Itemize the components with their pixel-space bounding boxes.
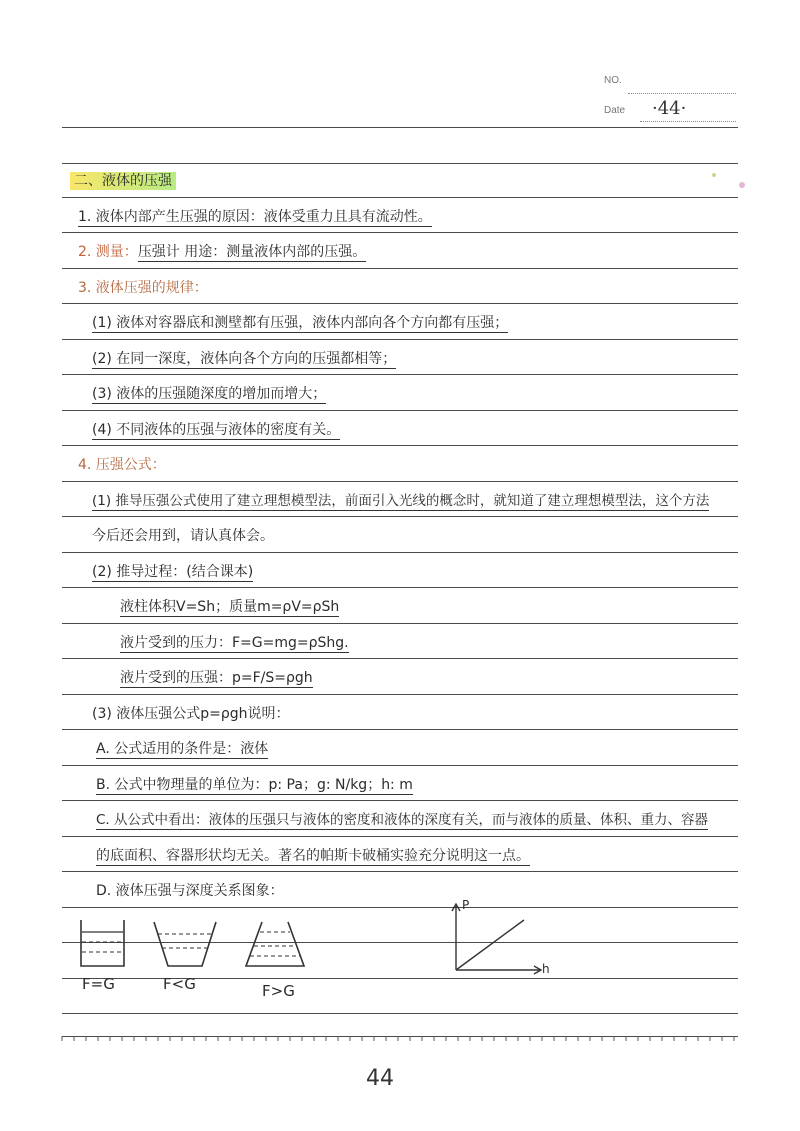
ruled-line [62,552,738,553]
note-d: D. 液体压强与深度关系图象： [96,883,284,899]
no-dotted-line [628,93,736,94]
derivation-2-text: 液片受到的压力：F=G=mg=ρShg. [120,635,349,651]
ruled-line [62,127,738,128]
rule-3 [92,385,326,403]
ruled-line [62,623,738,624]
para-2 [92,563,253,581]
ruled-line [62,587,738,588]
derivation-3-text: 液片受到的压强：p=F/S=ρgh [120,670,313,686]
ruled-line [62,694,738,695]
item-2 [78,243,366,261]
ruled-line [62,516,738,517]
item-2-prefix: 2. 测量： [78,244,138,260]
rule-2-text: (2) 在同一深度，液体向各个方向的压强都相等； [92,351,397,367]
ruled-line [62,1013,738,1014]
container-wide-top-icon [150,918,220,970]
ruled-line [62,303,738,304]
note-a [96,740,268,758]
stray-mark [736,180,748,190]
derivation-1-text: 液柱体积V=Sh；质量m=ρV=ρSh [120,599,340,615]
graph-x-label: h [542,962,550,976]
item-2-text: 压强计 用途：测量液体内部的压强。 [137,244,367,260]
derivation-3 [120,669,313,687]
derivation-2 [120,634,349,652]
no-label: NO. [604,75,622,86]
rule-4-text: (4) 不同液体的压强与液体的密度有关。 [92,422,341,438]
note-b [96,776,413,794]
para-1-line-2: 今后还会用到，请认真体会。 [92,528,274,544]
rule-3-text: (3) 液体的压强随深度的增加而增大； [92,386,327,402]
item-1-text: 1. 液体内部产生压强的原因：液体受重力且具有流动性。 [78,209,432,225]
ruled-line [62,163,738,164]
ruled-line [62,907,738,908]
stray-mark [708,170,720,180]
ruled-line [62,232,738,233]
note-b-text: B. 公式中物理量的单位为：p: Pa；g: N/kg；h: m [96,777,413,793]
note-a-text: A. 公式适用的条件是：液体 [96,741,269,757]
date-label: Date [604,105,626,116]
container-straight-label: F=G [82,975,115,993]
note-c-line-2-text: 的底面积、容器形状均无关。著名的帕斯卡破桶实验充分说明这一点。 [96,848,530,864]
bottom-tick-marks [62,1036,738,1042]
section-heading [70,172,176,190]
date-value: ·44· [652,98,687,119]
ruled-line [62,871,738,872]
ruled-line [62,374,738,375]
graph-y-label: P [462,898,470,912]
ruled-line [62,445,738,446]
item-4: 4. 压强公式： [78,457,166,473]
item-1 [78,208,432,226]
section-heading-highlight: 二、液体的压强 [70,172,176,190]
note-c-line-1 [96,811,708,829]
rule-4 [92,421,340,439]
container-narrow-top-icon [242,920,308,970]
ruled-line [62,765,738,766]
para-1-line-1 [92,492,709,510]
ruled-line [62,197,738,198]
ruled-line [62,836,738,837]
ruled-line [62,268,738,269]
note-c-line-1-text: C. 从公式中看出：液体的压强只与液体的密度和液体的深度有关，而与液体的质量、体积、重力、容器 [96,812,709,828]
ruled-line [62,658,738,659]
graph-line [456,920,524,970]
container-straight-icon [78,918,128,970]
ruled-line [62,339,738,340]
rule-2 [92,350,396,368]
date-dotted-line [640,121,736,122]
ruled-line [62,481,738,482]
page-number: 44 [366,1066,394,1091]
para-1-line-1-text: (1) 推导压强公式使用了建立理想模型法，前面引入光线的概念时，就知道了建立理想模型法，这个方法 [92,493,710,509]
para-3: (3) 液体压强公式p=ρgh说明： [92,706,290,722]
para-2-text: (2) 推导过程：(结合课本) [92,564,254,580]
rule-1 [92,314,508,332]
container-narrow-top-label: F>G [262,982,295,1000]
derivation-1 [120,598,339,616]
item-3: 3. 液体压强的规律： [78,280,208,296]
rule-1-text: (1) 液体对容器底和测壁都有压强，液体内部向各个方向都有压强； [92,315,509,331]
ruled-line [62,410,738,411]
ruled-line [62,729,738,730]
note-c-line-2 [96,847,530,865]
ruled-line [62,800,738,801]
container-wide-top-label: F<G [163,975,196,993]
